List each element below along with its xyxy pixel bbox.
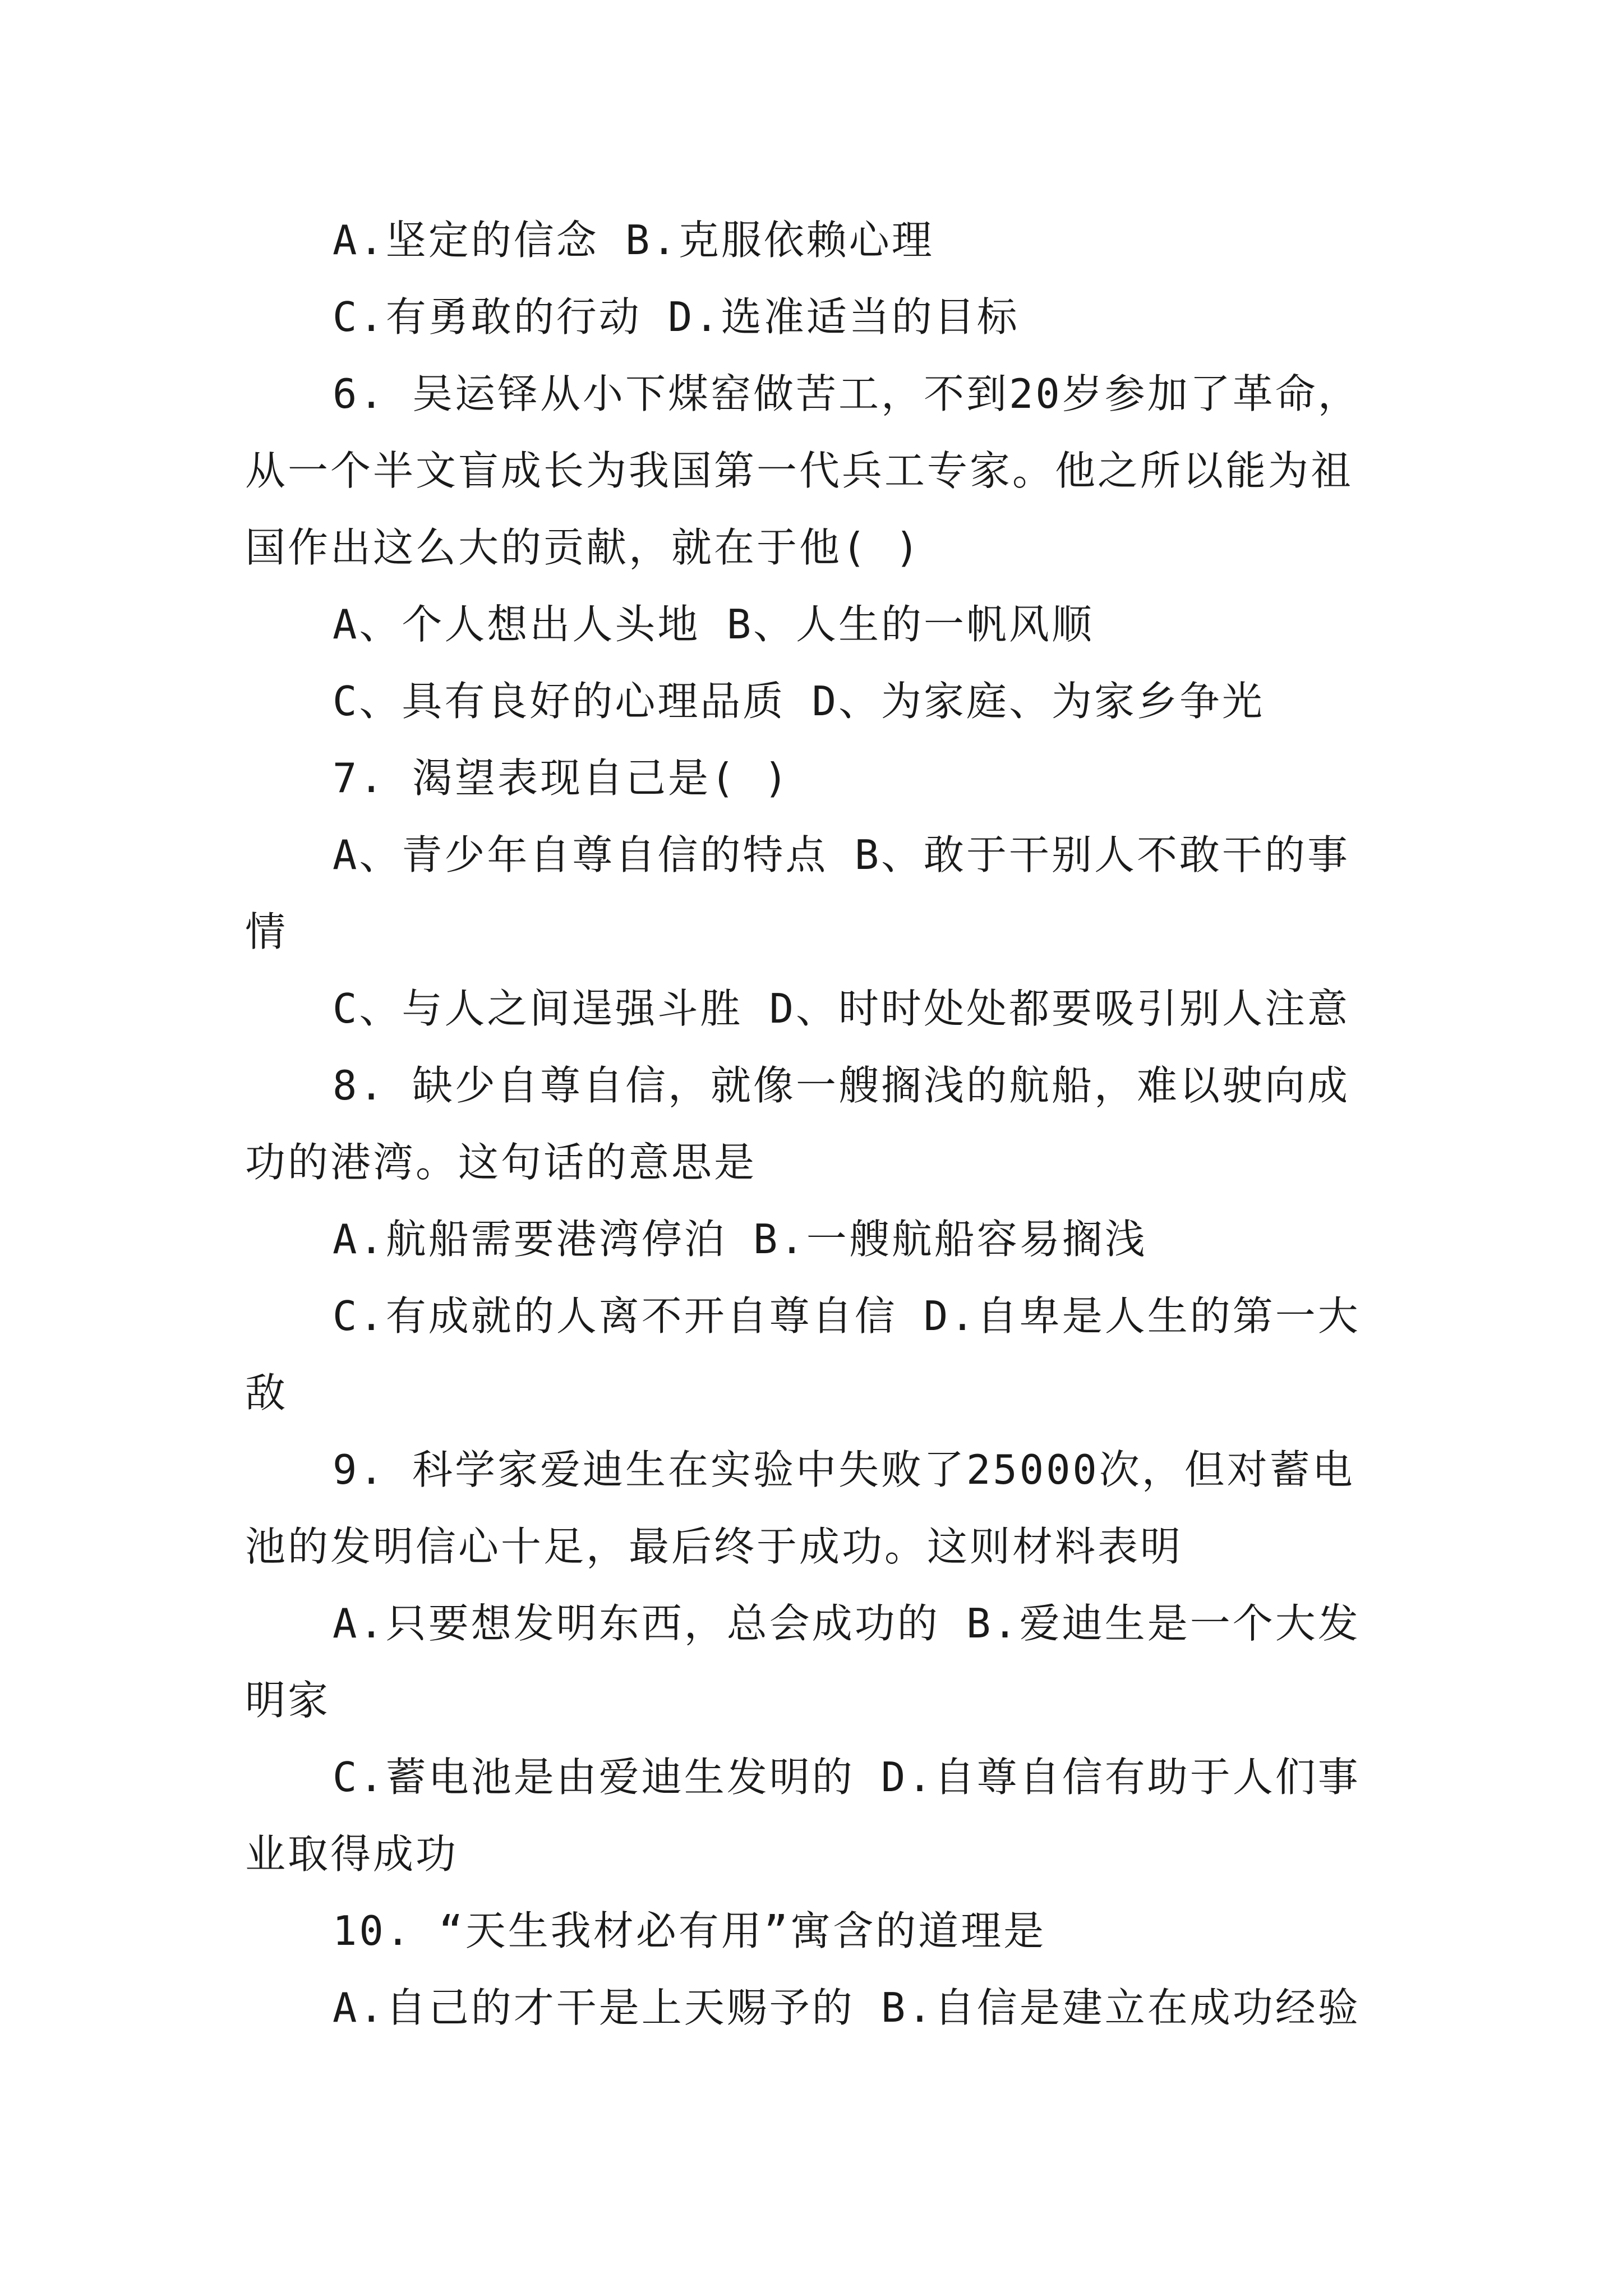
text-line: A.航船需要港湾停泊 B.一艘航船容易搁浅 [333, 1216, 1147, 1263]
text-line: A.只要想发明东西，总会成功的 B.爱迪生是一个大发 [333, 1600, 1361, 1647]
text-line: 7. 渴望表现自己是( ) [333, 754, 791, 802]
text-line: 明家 [245, 1677, 331, 1724]
text-line: 6. 吴运铎从小下煤窑做苦工，不到20岁参加了革命， [333, 370, 1361, 417]
text-line: 池的发明信心十足，最后终于成功。这则材料表明 [245, 1523, 1183, 1570]
text-line: 10. “天生我材必有用”寓含的道理是 [333, 1907, 1046, 1954]
text-line: 国作出这么大的贡献，就在于他( ) [245, 524, 922, 571]
text-line: 敌 [245, 1369, 288, 1416]
text-line: 9. 科学家爱迪生在实验中失败了25000次，但对蓄电 [333, 1446, 1355, 1493]
text-line: A、青少年自尊自信的特点 B、敢于干别人不敢干的事 [333, 831, 1350, 878]
text-line: 情 [245, 908, 288, 955]
text-line: 功的港湾。这句话的意思是 [245, 1139, 757, 1186]
text-line: 8. 缺少自尊自信，就像一艘搁浅的航船，难以驶向成 [333, 1062, 1350, 1109]
text-line: C.有勇敢的行动 D.选准适当的目标 [333, 293, 1020, 341]
text-line: A、个人想出人头地 B、人生的一帆风顺 [333, 601, 1095, 648]
text-line: A.坚定的信念 B.克服依赖心理 [333, 217, 934, 264]
text-line: A.自己的才干是上天赐予的 B.自信是建立在成功经验 [333, 1984, 1361, 2031]
text-line: C.蓄电池是由爱迪生发明的 D.自尊自信有助于人们事 [333, 1754, 1361, 1801]
text-line: 业取得成功 [245, 1830, 459, 1878]
text-line: C.有成就的人离不开自尊自信 D.自卑是人生的第一大 [333, 1292, 1361, 1340]
text-line: C、具有良好的心理品质 D、为家庭、为家乡争光 [333, 678, 1265, 725]
text-line: C、与人之间逞强斗胜 D、时时处处都要吸引别人注意 [333, 985, 1350, 1032]
text-line: 从一个半文盲成长为我国第一代兵工专家。他之所以能为祖 [245, 447, 1354, 494]
question-text-block [245, 202, 1390, 2046]
